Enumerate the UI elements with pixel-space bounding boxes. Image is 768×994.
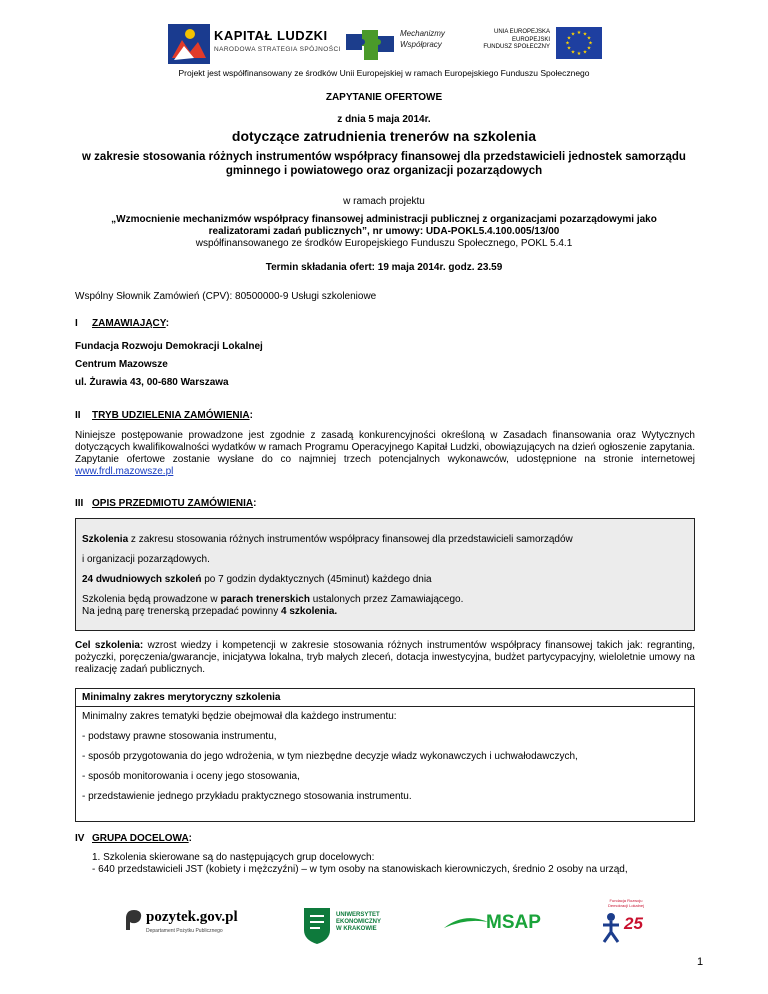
minimum-scope-title: Minimalny zakres merytoryczny szkolenia — [82, 692, 281, 703]
section-1-number: I — [75, 318, 78, 329]
uek-name: UNIWERSYTET EKONOMICZNY W KRAKOWIE — [336, 912, 381, 932]
section-4-heading — [92, 833, 192, 845]
svg-text:★: ★ — [576, 30, 582, 36]
kapital-ludzki-emblem-icon — [168, 24, 210, 64]
uek-logo — [302, 904, 392, 948]
project-funding-note: Projekt jest współfinansowany ze środków Unii Europejskiej w ramach Europejskiego Funduszu Społecznego — [178, 68, 590, 78]
pozytek-emblem-icon — [124, 908, 144, 932]
scope-item: - sposób monitorowania i oceny jego stosowania, — [82, 771, 300, 782]
msap-name: MSAP — [486, 912, 541, 933]
section-2-number: II — [75, 410, 81, 421]
eu-text: UNIA EUROPEJSKA EUROPEJSKI FUNDUSZ SPOŁECZNY — [483, 29, 550, 50]
minimum-scope-box — [75, 688, 695, 822]
section-3-heading-text: OPIS PRZEDMIOTU ZAMÓWIENIA — [92, 498, 254, 509]
mechanizmy-line1: Mechanizmy — [400, 29, 445, 38]
svg-text:★: ★ — [566, 35, 572, 42]
msap-logo — [444, 910, 554, 936]
orderer-address: ul. Żurawia 43, 00-680 Warszawa — [75, 377, 229, 388]
frdl-name: Fundacja Rozwoju Demokracji Lokalnej — [607, 898, 644, 908]
box1-line4-a: Szkolenia będą prowadzone w — [82, 594, 221, 605]
section-1-heading-text: ZAMAWIAJĄCY — [92, 318, 166, 329]
section-4-colon: : — [188, 833, 193, 844]
box1-line5 — [82, 606, 337, 618]
doc-w-ramach: w ramach projektu — [343, 196, 425, 207]
goal-label: Cel szkolenia: — [75, 640, 144, 651]
kapital-ludzki-logo — [168, 24, 341, 64]
box1-line2: i organizacji pozarządowych. — [82, 554, 210, 565]
target-group-intro: 1. Szkolenia skierowane są do następujących grup docelowych: — [92, 852, 375, 863]
scope-item: - podstawy prawne stosowania instrumentu, — [82, 731, 277, 742]
section-1-heading — [92, 318, 169, 330]
box1-line4-b: ustalonych przez Zamawiającego. — [309, 594, 464, 605]
frdl-25: 25 — [624, 914, 643, 933]
frdl-logo — [596, 898, 656, 950]
project-funding: współfinansowanego ze środków Europejskiego Funduszu Społecznego, POKL 5.4.1 — [195, 238, 573, 249]
frdl-figure-icon — [600, 912, 622, 944]
svg-text:★: ★ — [588, 40, 593, 47]
mechanizmy-line2: Współpracy — [400, 40, 442, 49]
kapital-ludzki-title: KAPITAŁ LUDZKI — [214, 28, 328, 43]
section-4-number: IV — [75, 833, 85, 844]
mechanizmy-text — [400, 28, 445, 50]
page-number: 1 — [697, 956, 704, 968]
msap-swoosh-icon — [444, 914, 488, 932]
box1-line5-a: Na jedną parę trenerską przepadać powinny — [82, 606, 282, 617]
box1-line4 — [82, 594, 463, 606]
pozytek-name: pozytek.gov.pl — [146, 909, 238, 925]
section-4-heading-text: GRUPA DOCELOWA — [92, 833, 189, 844]
pozytek-sub: Departament Pożytku Publicznego — [146, 928, 223, 934]
project-name: „Wzmocnienie mechanizmów współpracy finansowej administracji publicznej z organizacjami pozarządowymi jako realizatorami zadań publicznych”, nr umowy: UDA-POKL5.4.100.005/13/00 — [111, 214, 657, 237]
training-scope-box — [75, 518, 695, 631]
svg-text:★: ★ — [570, 31, 576, 38]
section-1-colon: : — [165, 318, 170, 329]
eu-flag-icon — [556, 27, 602, 59]
section-2-text: Niniejsze postępowanie prowadzone jest zgodnie z zasadą konkurencyjności określoną w Zasadach finansowania oraz Wytycznych dotyczących kwalifikowalności wydatków w ramach Programu Operacyjnego Kapitał Ludzki, obowiązujących na dzień ogłoszenie zapytania. Zapytanie ofertowe zostanie wysłane do co najmniej trzech potencjalnych wykonawców, udostępnione na stronie internetowej — [75, 430, 695, 465]
box1-line1-bold: Szkolenia — [82, 534, 129, 545]
box1-line3 — [82, 574, 432, 586]
uek-crest-icon — [302, 904, 332, 944]
box1-line3-bold: 24 dwudniowych szkoleń — [82, 574, 202, 585]
svg-text:★: ★ — [582, 49, 588, 56]
svg-text:★: ★ — [566, 45, 572, 52]
doc-title: ZAPYTANIE OFERTOWE — [325, 92, 443, 103]
section-2-heading — [92, 410, 253, 422]
scope-intro: Minimalny zakres tematyki będzie obejmował dla każdego instrumentu: — [82, 711, 397, 722]
box1-line3-rest: po 7 godzin dydaktycznych (45minut) każdego dnia — [201, 574, 432, 585]
box1-line4-bold: parach trenerskich — [220, 594, 310, 605]
box1-line5-bold: 4 szkolenia. — [281, 606, 338, 617]
eu-logo — [468, 27, 602, 59]
section-2-body — [75, 430, 695, 478]
mechanizmy-wspolpracy-logo — [344, 22, 454, 64]
deadline: Termin składania ofert: 19 maja 2014r. godz. 23.59 — [265, 262, 503, 273]
cpv-line: Wspólny Słownik Zamówień (CPV): 80500000-9 Usługi szkoleniowe — [75, 291, 377, 302]
svg-text:★: ★ — [570, 49, 576, 56]
kapital-ludzki-subtitle: NARODOWA STRATEGIA SPÓJNOŚCI — [214, 46, 341, 53]
doc-subject: dotyczące zatrudnienia trenerów na szkolenia — [231, 128, 537, 144]
svg-text:★: ★ — [582, 31, 588, 38]
svg-text:★: ★ — [586, 35, 592, 42]
pozytek-logo — [124, 906, 254, 942]
box1-line1-rest: z zakresu stosowania różnych instrumentów współpracy finansowej dla przedstawicieli samorządów — [128, 534, 573, 545]
scope-item: - sposób przygotowania do jego wdrożenia, w tym niezbędne decyzje władz wykonawczych i uchwałodawczych, — [82, 751, 578, 762]
section-3-colon: : — [253, 498, 257, 509]
svg-text:★: ★ — [565, 40, 570, 47]
section-3-number: III — [75, 498, 84, 509]
orderer-unit: Centrum Mazowsze — [75, 359, 168, 370]
doc-scope: w zakresie stosowania różnych instrumentów współpracy finansowej dla przedstawicieli jednostek samorządu gminnego i powiatowego oraz organizacji pozarządowych — [82, 151, 686, 177]
section-2-colon: : — [249, 410, 253, 421]
orderer-name: Fundacja Rozwoju Demokracji Lokalnej — [75, 341, 263, 352]
frdl-link[interactable]: www.frdl.mazowsze.pl — [75, 466, 174, 477]
puzzle-icon — [344, 26, 398, 62]
target-group-jst: - 640 przedstawicieli JST (kobiety i mężczyźni) – w tym osoby na stanowiskach kierowniczych, średnio 2 osoby na urząd, — [92, 864, 628, 875]
training-goal — [75, 640, 695, 676]
section-2-heading-text: TRYB UDZIELENIA ZAMÓWIENIA — [92, 410, 250, 421]
scope-item: - przedstawienie jednego przykładu praktycznego stosowania instrumentu. — [82, 791, 412, 802]
doc-date: z dnia 5 maja 2014r. — [337, 114, 431, 125]
minimum-scope-header — [76, 689, 694, 707]
box1-line1 — [82, 534, 573, 546]
svg-text:★: ★ — [576, 51, 582, 57]
svg-text:★: ★ — [586, 45, 592, 52]
goal-text: wzrost wiedzy i kompetencji w zakresie stosowania różnych instrumentów współpracy finansowej takich jak: regranting, pożyczki, poręczenia/gwarancje, inicjatywa lokalna, tryb małych zleceń, dotacja inwestycyjna, budżet partycypacyjny, wieloletnie umowy na realizację zadań publicznych. — [75, 640, 695, 675]
section-3-heading — [92, 498, 256, 510]
doc-project — [0, 214, 768, 250]
